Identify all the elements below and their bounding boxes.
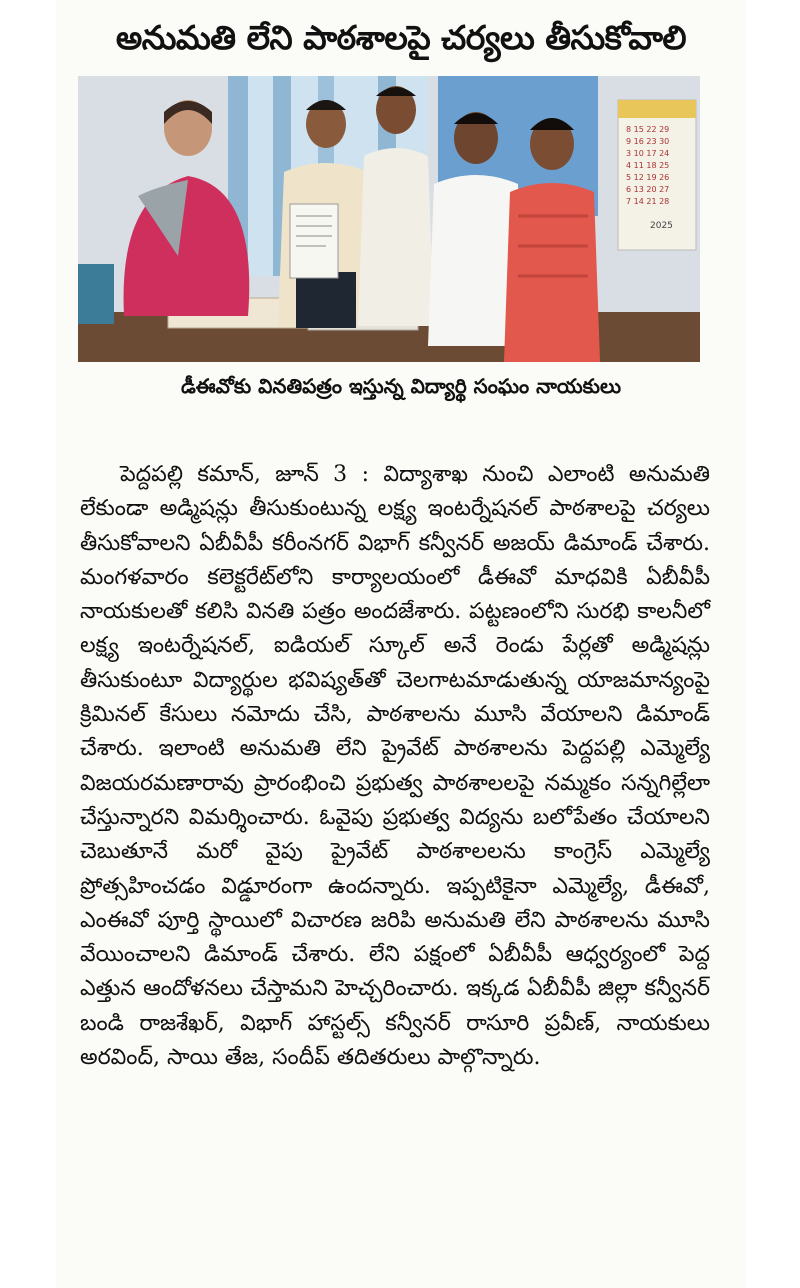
calendar-row: 5 12 19 26 <box>626 173 670 182</box>
chair <box>78 264 114 324</box>
calendar-row: 7 14 21 28 <box>626 197 670 206</box>
photo-illustration <box>78 76 700 362</box>
calendar-row: 8 15 22 29 <box>626 125 670 134</box>
petition-letter <box>290 204 338 278</box>
calendar-dates <box>626 125 669 206</box>
headline: అనుమతి లేని పాఠశాలపై చర్యలు తీసుకోవాలి <box>115 18 687 57</box>
news-clipping <box>56 0 746 1288</box>
calendar-row: 6 13 20 27 <box>626 185 670 194</box>
calendar-row: 4 11 18 25 <box>626 161 670 170</box>
photo-caption: డీఈవోకు వినతిపత్రం ఇస్తున్న విద్యార్థి సంఘం నాయకులు <box>180 374 622 398</box>
calendar-year: 2025 <box>650 221 673 231</box>
news-photo <box>78 76 700 362</box>
calendar-row: 3 10 17 24 <box>626 149 670 158</box>
wall-calendar <box>618 100 696 250</box>
article-body: పెద్దపల్లి కమాన్, జూన్ 3 : విద్యాశాఖ నుంచి ఎలాంటి అనుమతి లేకుండా అడ్మిషన్లు తీసుకుంటున్న లక్ష్య ఇంటర్నేషనల్ పాఠశాలపై చర్యలు తీసుకోవాలని ఏబీవీపీ కరీంనగర్ విభాగ్ కన్వీనర్ అజయ్ డిమాండ్ చేశారు. మంగళవారం కలెక్టరేట్‌లోని కార్యాలయంలో డీఈవో మాధవికి ఏబీవీపీ నాయకులతో కలిసి వినతి పత్రం అందజేశారు. పట్టణంలోని సురభి కాలనీలో లక్ష్య ఇంటర్నేషనల్, ఐడియల్ స్కూల్ అనే రెండు పేర్లతో అడ్మిషన్లు తీసుకుంటూ విద్యార్థుల భవిష్యత్‌తో చెలగాటమాడుతున్న యాజమాన్యంపై క్రిమినల్ కేసులు నమోదు చేసి, పాఠశాలను మూసి వేయాలని డిమాండ్ చేశారు. ఇలాంటి అనుమతి లేని ప్రైవేట్ పాఠశాలను పెద్దపల్లి ఎమ్మెల్యే విజయరమణారావు ప్రారంభించి ప్రభుత్వ పాఠశాలలపై నమ్మకం సన్నగిల్లేలా చేస్తున్నారని విమర్శించారు. ఓవైపు ప్రభుత్వ విద్యను బలోపేతం చేయాలని చెబుతూనే మరో వైపు ప్రైవేట్ పాఠశాలలను కాంగ్రెస్ ఎమ్మెల్యే ప్రోత్సహించడం విడ్డూరంగా ఉందన్నారు. ఇప్పటికైనా ఎమ్మెల్యే, డీఈవో, ఎంఈవో పూర్తి స్థాయిలో విచారణ జరిపి అనుమతి లేని పాఠశాలను మూసి వేయించాలని డిమాండ్ చేశారు. లేని పక్షంలో ఏబీవీపీ ఆధ్వర్యంలో పెద్ద ఎత్తున ఆందోళనలు చేస్తామని హెచ్చరించారు. ఇక్కడ ఏబీవీపీ జిల్లా కన్వీనర్ బండి రాజశేఖర్, విభాగ్ హాస్టల్స్ కన్వీనర్ రాసూరి ప్రవీణ్, నాయకులు అరవింద్, సాయి తేజ, సందీప్ తదితరులు పాల్గొన్నారు. <box>80 462 710 1071</box>
calendar-row: 9 16 23 30 <box>626 137 670 146</box>
